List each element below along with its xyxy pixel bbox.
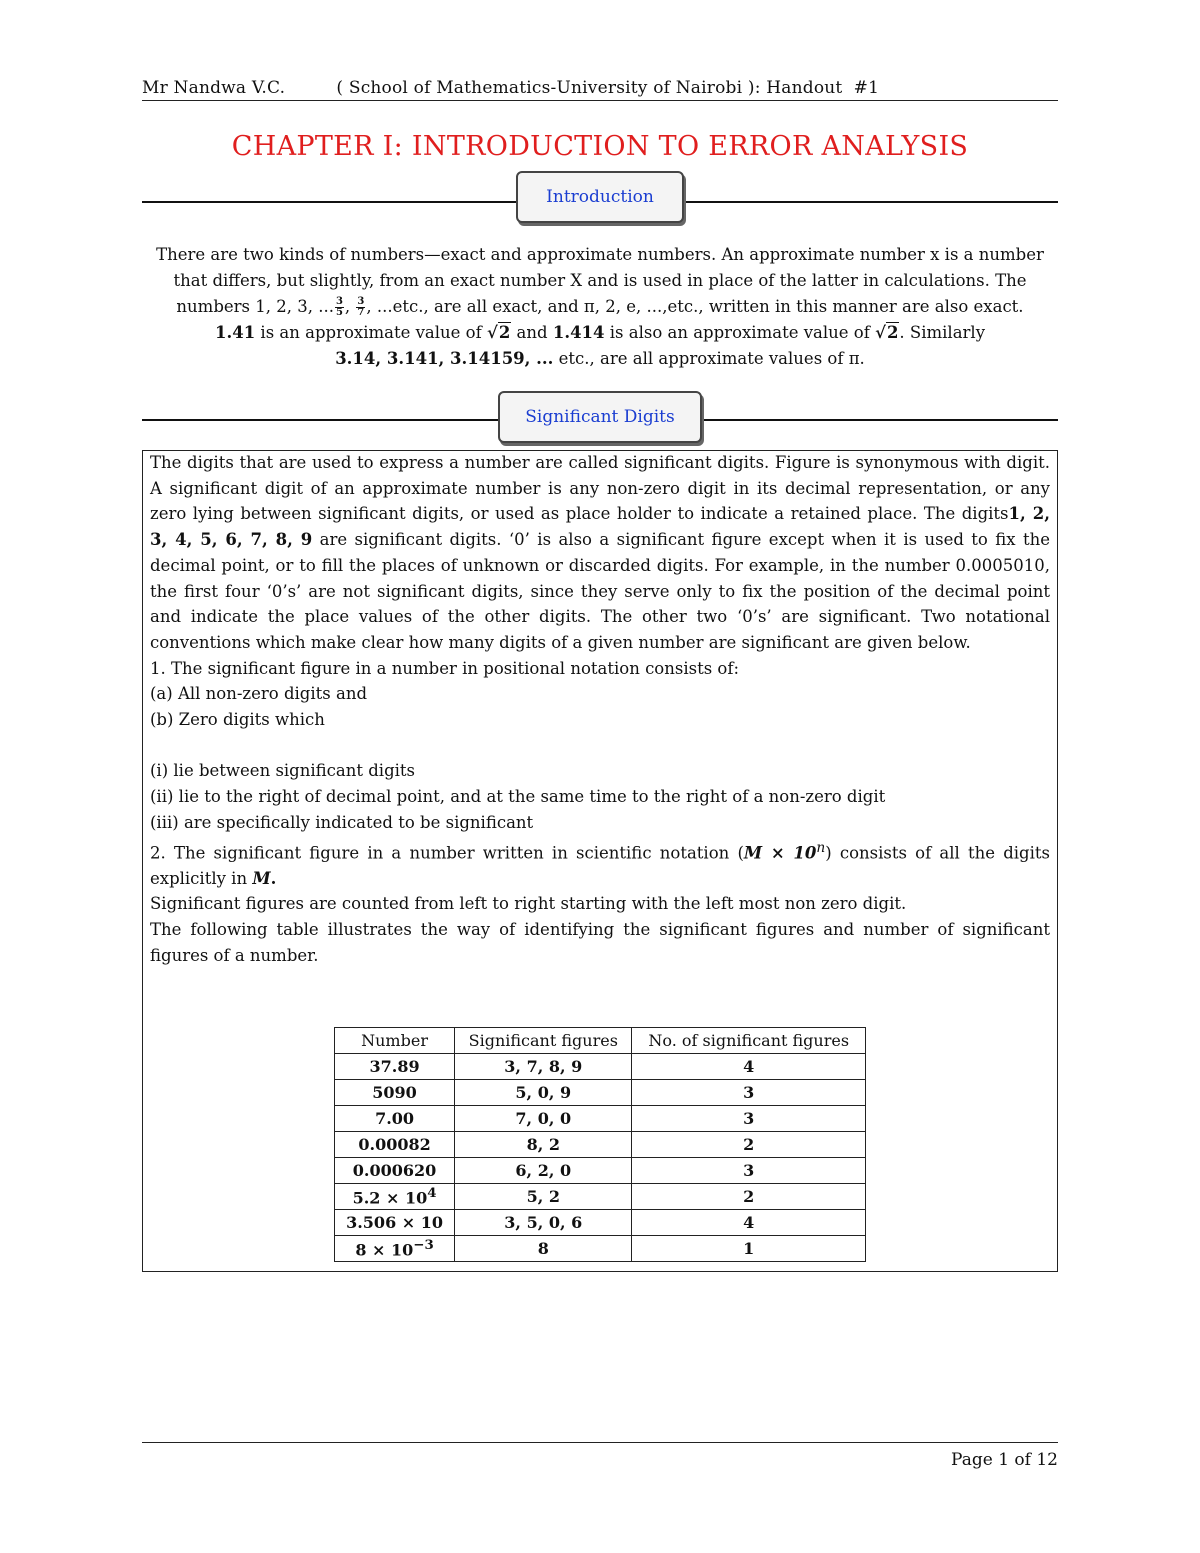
intro-line: that differs, but slightly, from an exact number X and is used in place of the latter in calculations. The — [173, 271, 1027, 290]
figures-cell: 6, 2, 0 — [455, 1158, 632, 1184]
scientific-notation: M × 10 — [743, 843, 817, 863]
table-row — [335, 1236, 866, 1262]
value-1-414: 1.414 — [552, 323, 605, 342]
number-cell: 0.000620 — [335, 1158, 455, 1184]
rule-text: 2. The significant figure in a number written in scientific notation ( — [150, 843, 744, 863]
intro-line: numbers 1, 2, 3, ... $\frac{3}{5}$ , $\frac{3}{7}$ , ...etc., are all exact, and π, 2, e, ...,etc., written in this manner are also exact. — [176, 296, 1024, 318]
number-cell: 0.00082 — [335, 1132, 455, 1158]
intro-line — [142, 346, 1058, 372]
rule-text: . — [270, 868, 277, 888]
rule-1-ii: (ii) lie to the right of decimal point, and at the same time to the right of a non-zero digit — [150, 787, 886, 807]
figures-cell: 8 — [455, 1236, 632, 1262]
paragraph-text: are significant digits. ‘0’ is also a significant figure except when it is used to fix the decimal point, or to fill the places of unknown or discarded digits. For example, in the number 0.0005010, the first four ‘0’s’ are not significant digits, since they serve only to fix the position of the decimal point and indicate the place values of the other digits. The other two ‘0’s’ are significant. Two notational conventions which make clear how many digits of a given number are significant are given below. — [150, 530, 1050, 652]
table-row — [335, 1080, 866, 1106]
chapter-title: CHAPTER I: INTRODUCTION TO ERROR ANALYSIS — [231, 131, 969, 162]
table-intro: The following table illustrates the way of identifying the significant figures and number of significant figures of a number. — [150, 920, 1050, 965]
digits-list: 1, 2, 3, 4, 5, 6, 7, 8, 9 — [150, 504, 1050, 550]
intro-text: and — [511, 323, 553, 342]
mantissa-symbol: M — [252, 868, 271, 888]
significant-figures-table — [334, 1027, 866, 1262]
section-rule-left — [142, 419, 500, 421]
pi-values: 3.14, 3.141, 3.14159, ... — [335, 349, 554, 368]
paragraph-text: The digits that are used to express a number are called significant digits. Figure is synonymous with digit. A significant digit of an approximate number is any non-zero digit in its decimal representation, or any zero lying between significant digits, or used as place holder to indicate a retained place. The digits — [150, 453, 1050, 524]
intro-line — [142, 320, 1058, 346]
figures-cell: 3, 7, 8, 9 — [455, 1054, 632, 1080]
header-institution: ( School of Mathematics-University of Nairobi ): Handout #1 — [336, 78, 880, 98]
table-row — [335, 1210, 866, 1236]
figures-cell: 3, 5, 0, 6 — [455, 1210, 632, 1236]
fraction-denominator: 5 — [335, 307, 343, 318]
column-header: Number — [335, 1028, 455, 1054]
exponent: −3 — [413, 1237, 434, 1254]
table-row — [335, 1132, 866, 1158]
table-header-row — [335, 1028, 866, 1054]
number-cell: 3.506 × 10 — [335, 1210, 455, 1236]
figures-cell: 5, 2 — [455, 1184, 632, 1210]
column-header: No. of significant figures — [632, 1028, 866, 1054]
definition-paragraph — [150, 450, 1050, 656]
number-cell: 7.00 — [335, 1106, 455, 1132]
section-rule-right — [682, 201, 1058, 203]
exponent: n — [816, 839, 826, 856]
radicand: 2 — [886, 323, 899, 342]
fraction-numerator: 3 — [335, 296, 343, 307]
exponent: 4 — [427, 1185, 437, 1202]
rule-1: 1. The significant figure in a number in positional notation consists of: — [150, 658, 740, 678]
figures-cell: 7, 0, 0 — [455, 1106, 632, 1132]
footer-rule — [142, 1442, 1058, 1443]
section-heading-significant-digits: Significant Digits — [498, 391, 702, 443]
table-row — [335, 1184, 866, 1210]
fraction-denominator: 7 — [357, 307, 365, 318]
count-cell: 4 — [632, 1210, 866, 1236]
table-row — [335, 1158, 866, 1184]
section-rule-right — [700, 419, 1058, 421]
running-header — [142, 78, 1058, 98]
count-cell: 3 — [632, 1158, 866, 1184]
number-base: 8 × 10 — [355, 1240, 414, 1260]
intro-paragraph — [142, 242, 1058, 372]
number-cell — [335, 1184, 455, 1210]
intro-text: , ...etc., are all exact, and π, 2, e, ...,etc., written in this manner are also exact. — [366, 297, 1024, 316]
sqrt-2: √2 — [875, 323, 899, 342]
rule-text: ) consists of all the digits explicitly in — [150, 843, 1050, 888]
table-row — [335, 1106, 866, 1132]
number-cell — [335, 1236, 455, 1262]
fraction-3-5 — [335, 297, 344, 318]
count-cell: 3 — [632, 1080, 866, 1106]
fraction-numerator: 3 — [357, 296, 365, 307]
count-cell: 2 — [632, 1132, 866, 1158]
header-author: Mr Nandwa V.C. — [142, 78, 286, 98]
number-cell: 5090 — [335, 1080, 455, 1106]
table-row — [335, 1054, 866, 1080]
count-cell: 2 — [632, 1184, 866, 1210]
intro-text: etc., are all approximate values of π. — [553, 349, 865, 368]
intro-text: . Similarly — [899, 323, 986, 342]
number-base: 5.2 × 10 — [352, 1188, 428, 1208]
rule-1-iii: (iii) are specifically indicated to be significant — [150, 812, 534, 832]
intro-text: is also an approximate value of — [604, 323, 876, 342]
column-header: Significant figures — [455, 1028, 632, 1054]
value-1-41: 1.41 — [214, 323, 256, 342]
count-note: Significant figures are counted from left to right starting with the left most non zero digit. — [150, 894, 907, 914]
section-rule-left — [142, 201, 518, 203]
rule-2 — [150, 836, 1050, 892]
radicand: 2 — [498, 323, 511, 342]
number-cell: 37.89 — [335, 1054, 455, 1080]
intro-line: There are two kinds of numbers—exact and approximate numbers. An approximate number x is a number — [156, 245, 1044, 264]
header-rule — [142, 100, 1058, 101]
significant-digits-text — [150, 450, 1050, 969]
intro-text: is an approximate value of — [255, 323, 487, 342]
count-cell: 4 — [632, 1054, 866, 1080]
blank-line — [150, 733, 1050, 759]
figures-cell: 8, 2 — [455, 1132, 632, 1158]
page-number: Page 1 of 12 — [951, 1450, 1058, 1470]
intro-text: numbers 1, 2, 3, ... — [176, 297, 334, 316]
sqrt-2: √2 — [486, 323, 511, 342]
fraction-3-7 — [356, 297, 365, 318]
figures-cell: 5, 0, 9 — [455, 1080, 632, 1106]
count-cell: 3 — [632, 1106, 866, 1132]
rule-1b: (b) Zero digits which — [150, 710, 325, 730]
section-heading-introduction: Introduction — [516, 171, 684, 223]
rule-1-i: (i) lie between significant digits — [150, 761, 416, 781]
rule-1a: (a) All non-zero digits and — [150, 684, 368, 704]
count-cell: 1 — [632, 1236, 866, 1262]
